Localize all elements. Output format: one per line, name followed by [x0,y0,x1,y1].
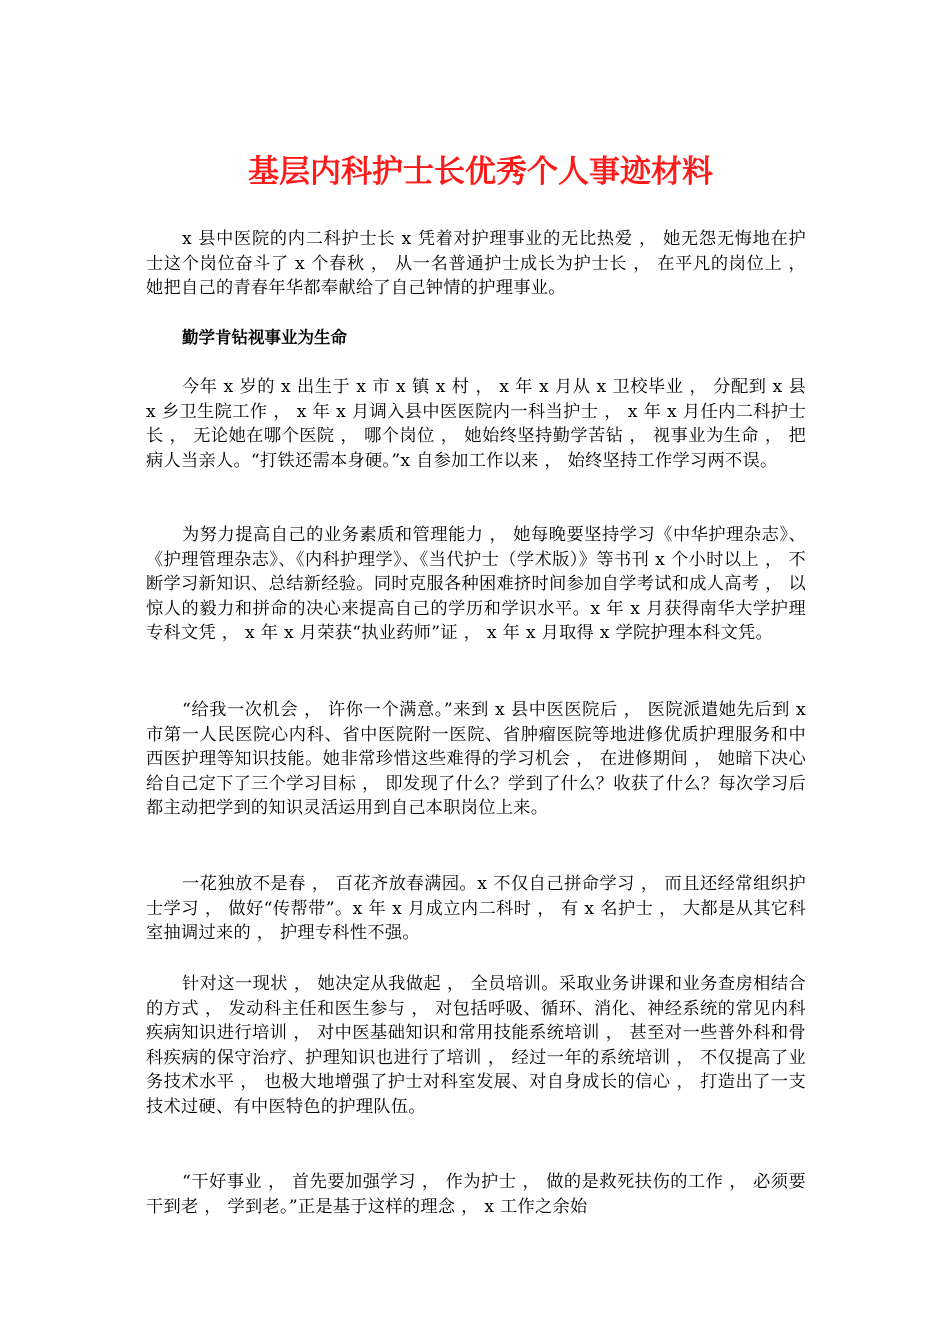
paragraph: 为努力提高自己的业务素质和管理能力 ， 她每晚要坚持学习《中华护理杂志》、《护理管理杂志》、《内科护理学》、《当代护士（学术版）》等书刊 x 个小时以上 ， 不断学习新知识、总结新经验。同时克服各种困难挤时间参加自学考试和成人高考 ， 以惊人的毅力和拼命的决心来提高自己的学历和学识水平。x 年 x 月获得南华大学护理专科文凭 ， x 年 x 月荣获“执业药师”证 ， x 年 x 月取得 x 学院护理本科文凭。 [146,525,806,644]
section-heading: 勤学肯钻视事业为生命 [182,328,347,347]
paragraph: 针对这一现状 ， 她决定从我做起 ， 全员培训。采取业务讲课和业务查房相结合的方式 ， 发动科主任和医生参与 ， 对包括呼吸、循环、消化、神经系统的常见内科疾病知识进行培训 ， 对中医基础知识和常用技能系统培训 ， 甚至对一些普外科和骨科疾病的保守治疗、护理知识也进行了培训 ， 经过一年的系统培训 ， 不仅提高了业务技术水平 ， 也极大地增强了护士对科室发展、对自身成长的信心 ， 打造出了一支技术过硬、有中医特色的护理队伍。 [146,974,806,1117]
paragraph: 今年 x 岁的 x 出生于 x 市 x 镇 x 村 ， x 年 x 月从 x 卫校毕业 ， 分配到 x 县 x 乡卫生院工作 ， x 年 x 月调入县中医医院内一科当护士 ， x 年 x 月任内二科护士长 ， 无论她在哪个医院 ， 哪个岗位 ， 她始终坚持勤学苦钻 ， 视事业为生命 ， 把病人当亲人。“打铁还需本身硬。”x 自参加工作以来 ， 始终坚持工作学习两不误。 [146,377,806,471]
document-title: 基层内科护士长优秀个人事迹材料 [248,154,713,190]
paragraph-intro: x 县中医院的内二科护士长 x 凭着对护理事业的无比热爱 ， 她无怨无悔地在护士这个岗位奋斗了 x 个春秋 ， 从一名普通护士成长为护士长 ， 在平凡的岗位上 ， 她把自己的青春年华都奉献给了自己钟情的护理事业。 [146,229,806,299]
paragraph: 一花独放不是春 ， 百花齐放春满园。x 不仅自己拼命学习 ， 而且还经常组织护士学习 ， 做好“传帮带”。x 年 x 月成立内二科时 ， 有 x 名护士 ， 大都是从其它科室抽调过来的 ， 护理专科性不强。 [146,874,806,944]
paragraph-truncated: “干好事业 ， 首先要加强学习 ， 作为护士 ， 做的是救死扶伤的工作 ， 必须要干到老 ， 学到老。”正是基于这样的理念 ， x 工作之余始 [146,1172,806,1217]
paragraph: “给我一次机会 ， 许你一个满意。”来到 x 县中医医院后 ， 医院派遣她先后到 x 市第一人民医院心内科、省中医院附一医院、省肿瘤医院等地进修优质护理服务和中西医护理等知识技能。她非常珍惜这些难得的学习机会 ， 在进修期间 ， 她暗下决心给自己定下了三个学习目标 ， 即发现了什么？学到了什么？收获了什么？每次学习后都主动把学到的知识灵活运用到自己本职岗位上来。 [146,700,806,819]
